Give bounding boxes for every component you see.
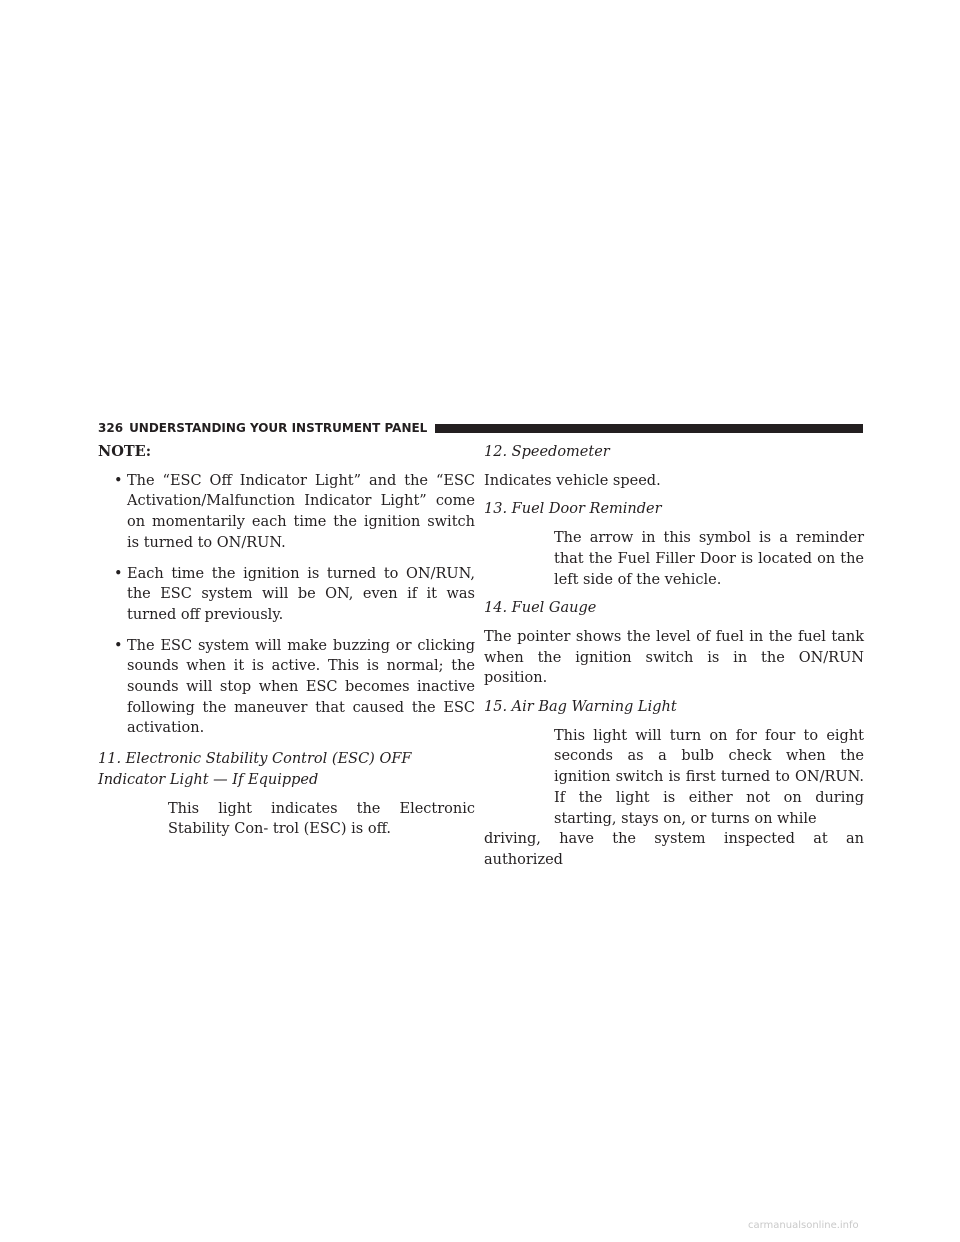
page-header — [98, 419, 863, 437]
section-12-text: Indicates vehicle speed. — [484, 472, 661, 489]
bullet-icon: • — [114, 472, 123, 489]
section-12-heading: 12. Speedometer — [484, 444, 610, 460]
note-bullet — [98, 564, 475, 626]
note-bullet — [98, 636, 475, 740]
section-13-text: The arrow in this symbol is a reminder that the Fuel Filler Door is located on the left side of the vehicle. — [554, 530, 864, 588]
section-13-heading: 13. Fuel Door Reminder — [484, 501, 662, 518]
section-11-heading: 11. Electronic Stability Control (ESC) OFF Indicator Light — If Equipped — [98, 751, 412, 788]
note-bullet — [98, 471, 475, 554]
chapter-title: UNDERSTANDING YOUR INSTRUMENT PANEL — [129, 421, 428, 435]
right-column — [484, 442, 864, 871]
note-bullet-text: Each time the ignition is turned to ON/RUN, the ESC system will be ON, even if it was turned off previously. — [127, 565, 475, 623]
section-14-heading: 14. Fuel Gauge — [484, 600, 597, 617]
page-number: 326 — [98, 421, 124, 435]
section-15-text: This light will turn on for four to eight seconds as a bulb check when the ignition switch is first turned to ON/RUN. If the light is either not on during starting, stays on, or turns on while — [554, 727, 864, 827]
section-11-text: This light indicates the Electronic Stability Con- trol (ESC) is off. — [168, 800, 475, 838]
note-bullet-text: The ESC system will make buzzing or clicking sounds when it is active. This is normal; the sounds will stop when ESC becomes inactive following the maneuver that caused the ESC activation. — [127, 637, 475, 737]
section-14-text: The pointer shows the level of fuel in the fuel tank when the ignition switch is in the ON/RUN position. — [484, 628, 864, 687]
note-label: NOTE: — [98, 443, 152, 460]
left-column — [98, 442, 475, 848]
bullet-icon: • — [114, 565, 123, 582]
bullet-icon: • — [114, 637, 123, 654]
note-bullet-list — [98, 471, 475, 739]
section-15-heading: 15. Air Bag Warning Light — [484, 699, 677, 716]
header-rule — [435, 424, 863, 433]
note-bullet-text: The “ESC Off Indicator Light” and the “ESC Activation/Malfunction Indicator Light” come on momentarily each time the ignition switch is turned to ON/RUN. — [127, 472, 475, 551]
section-15-continued: driving, have the system inspected at an authorized — [484, 831, 864, 868]
site-watermark: carmanualsonline.info — [748, 1220, 859, 1231]
